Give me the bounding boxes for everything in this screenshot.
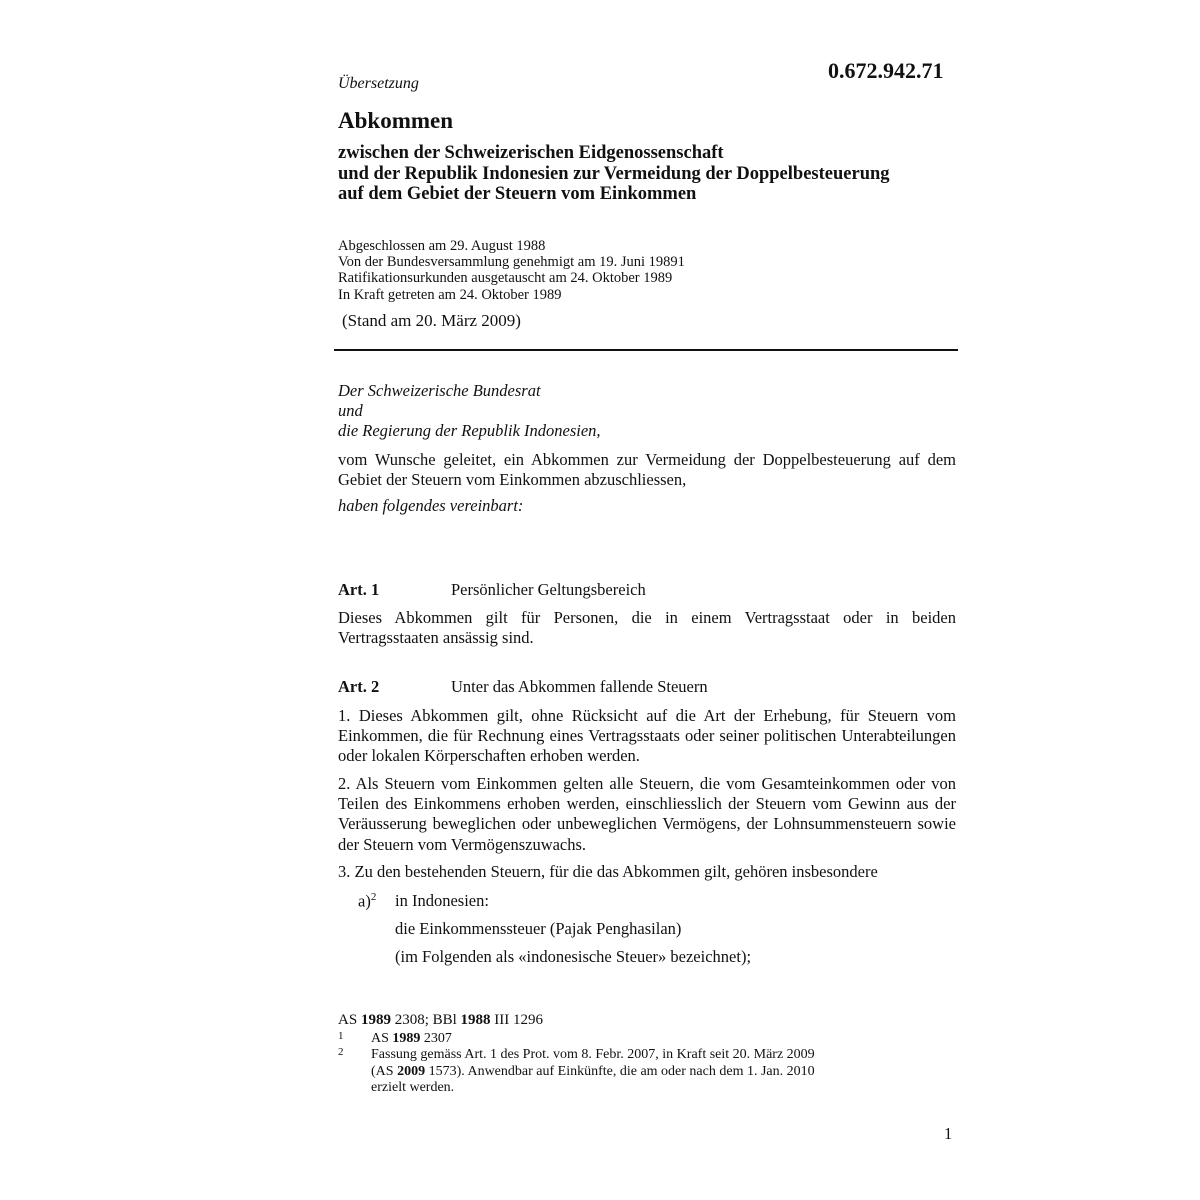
party-line: Der Schweizerische Bundesrat xyxy=(338,381,541,400)
concluded-date: Abgeschlossen am 29. August 1988 xyxy=(338,238,546,254)
article-2-paragraph-2: 2. Als Steuern vom Einkommen gelten alle Steuern, die vom Gesamteinkommen oder von Teilen des Einkommens erhoben werden, einschliesslich der Steuern vom Gewinn aus der Veräusserung beweglichen oder unbeweglichen Vermögens, der Lohnsummensteuern sowie der Steuern vom Vermögenszuwachs. xyxy=(338,774,956,854)
footnote-text: Fassung gemäss Art. 1 des Prot. vom 8. Febr. 2007, in Kraft seit 20. März 2009 (AS 2009 1573). Anwendbar auf Einkünfte, die am oder nach dem 1. Jan. 2010 erzielt werden. xyxy=(371,1047,815,1095)
subtitle-line: zwischen der Schweizerischen Eidgenossenschaft xyxy=(338,143,724,163)
preamble-intent: vom Wunsche geleitet, ein Abkommen zur Vermeidung der Doppelbesteuerung auf dem Gebiet der Steuern vom Einkommen abzuschliessen, xyxy=(338,450,956,490)
subtitle-line: auf dem Gebiet der Steuern vom Einkommen xyxy=(338,184,697,204)
document-title: Abkommen xyxy=(338,108,454,133)
treaty-dates xyxy=(338,238,685,303)
sr-number: 0.672.942.71 xyxy=(828,58,944,83)
item-a-line: die Einkommenssteuer (Pajak Penghasilan) xyxy=(395,919,682,938)
page-number: 1 xyxy=(944,1124,953,1143)
item-a-label xyxy=(358,891,376,912)
document-subtitle xyxy=(338,143,890,205)
footnote-ref-2: 2 xyxy=(370,891,377,903)
article-2-paragraph-1: 1. Dieses Abkommen gilt, ohne Rücksicht auf die Art der Erhebung, für Steuern vom Einkommen, die für Rechnung eines Vertragsstaats oder seiner politischen Unterabteilungen oder lokalen Körperschaften erhoben werden. xyxy=(338,706,956,766)
article-1-title: Persönlicher Geltungsbereich xyxy=(451,580,646,599)
article-1-text: Dieses Abkommen gilt für Personen, die in einem Vertragsstaat oder in beiden Vertragsstaaten ansässig sind. xyxy=(338,608,956,648)
footnote-mark: 1 xyxy=(338,1030,344,1042)
article-2-title: Unter das Abkommen fallende Steuern xyxy=(451,677,708,696)
footnote-mark: 2 xyxy=(338,1046,344,1058)
in-force-date: In Kraft getreten am 24. Oktober 1989 xyxy=(338,286,562,303)
status-date: (Stand am 20. März 2009) xyxy=(342,311,521,330)
subtitle-line: und der Republik Indonesien zur Vermeidung der Doppelbesteuerung xyxy=(338,163,890,184)
item-a-line: in Indonesien: xyxy=(395,891,489,910)
article-2-number: Art. 2 xyxy=(338,677,380,696)
article-1-number: Art. 1 xyxy=(338,580,380,599)
approved-date: Von der Bundesversammlung genehmigt am 19. Juni 19891 xyxy=(338,254,685,271)
ratification-date: Ratifikationsurkunden ausgetauscht am 24. Oktober 1989 xyxy=(338,270,673,287)
item-a-letter: a) xyxy=(358,891,371,911)
footnote-text: AS 1989 2307 xyxy=(371,1031,452,1046)
preamble-parties xyxy=(338,381,601,441)
party-line: die Regierung der Republik Indonesien, xyxy=(338,421,601,440)
item-a-line: (im Folgenden als «indonesische Steuer» bezeichnet); xyxy=(395,947,752,966)
preamble-agreed: haben folgendes vereinbart: xyxy=(338,496,524,515)
source-reference: AS 1989 2308; BBl 1988 III 1296 xyxy=(338,1012,544,1028)
header-divider xyxy=(334,349,958,351)
translation-note: Übersetzung xyxy=(338,75,419,92)
party-line: und xyxy=(338,401,363,420)
article-2-paragraph-3: 3. Zu den bestehenden Steuern, für die das Abkommen gilt, gehören insbesondere xyxy=(338,862,878,881)
